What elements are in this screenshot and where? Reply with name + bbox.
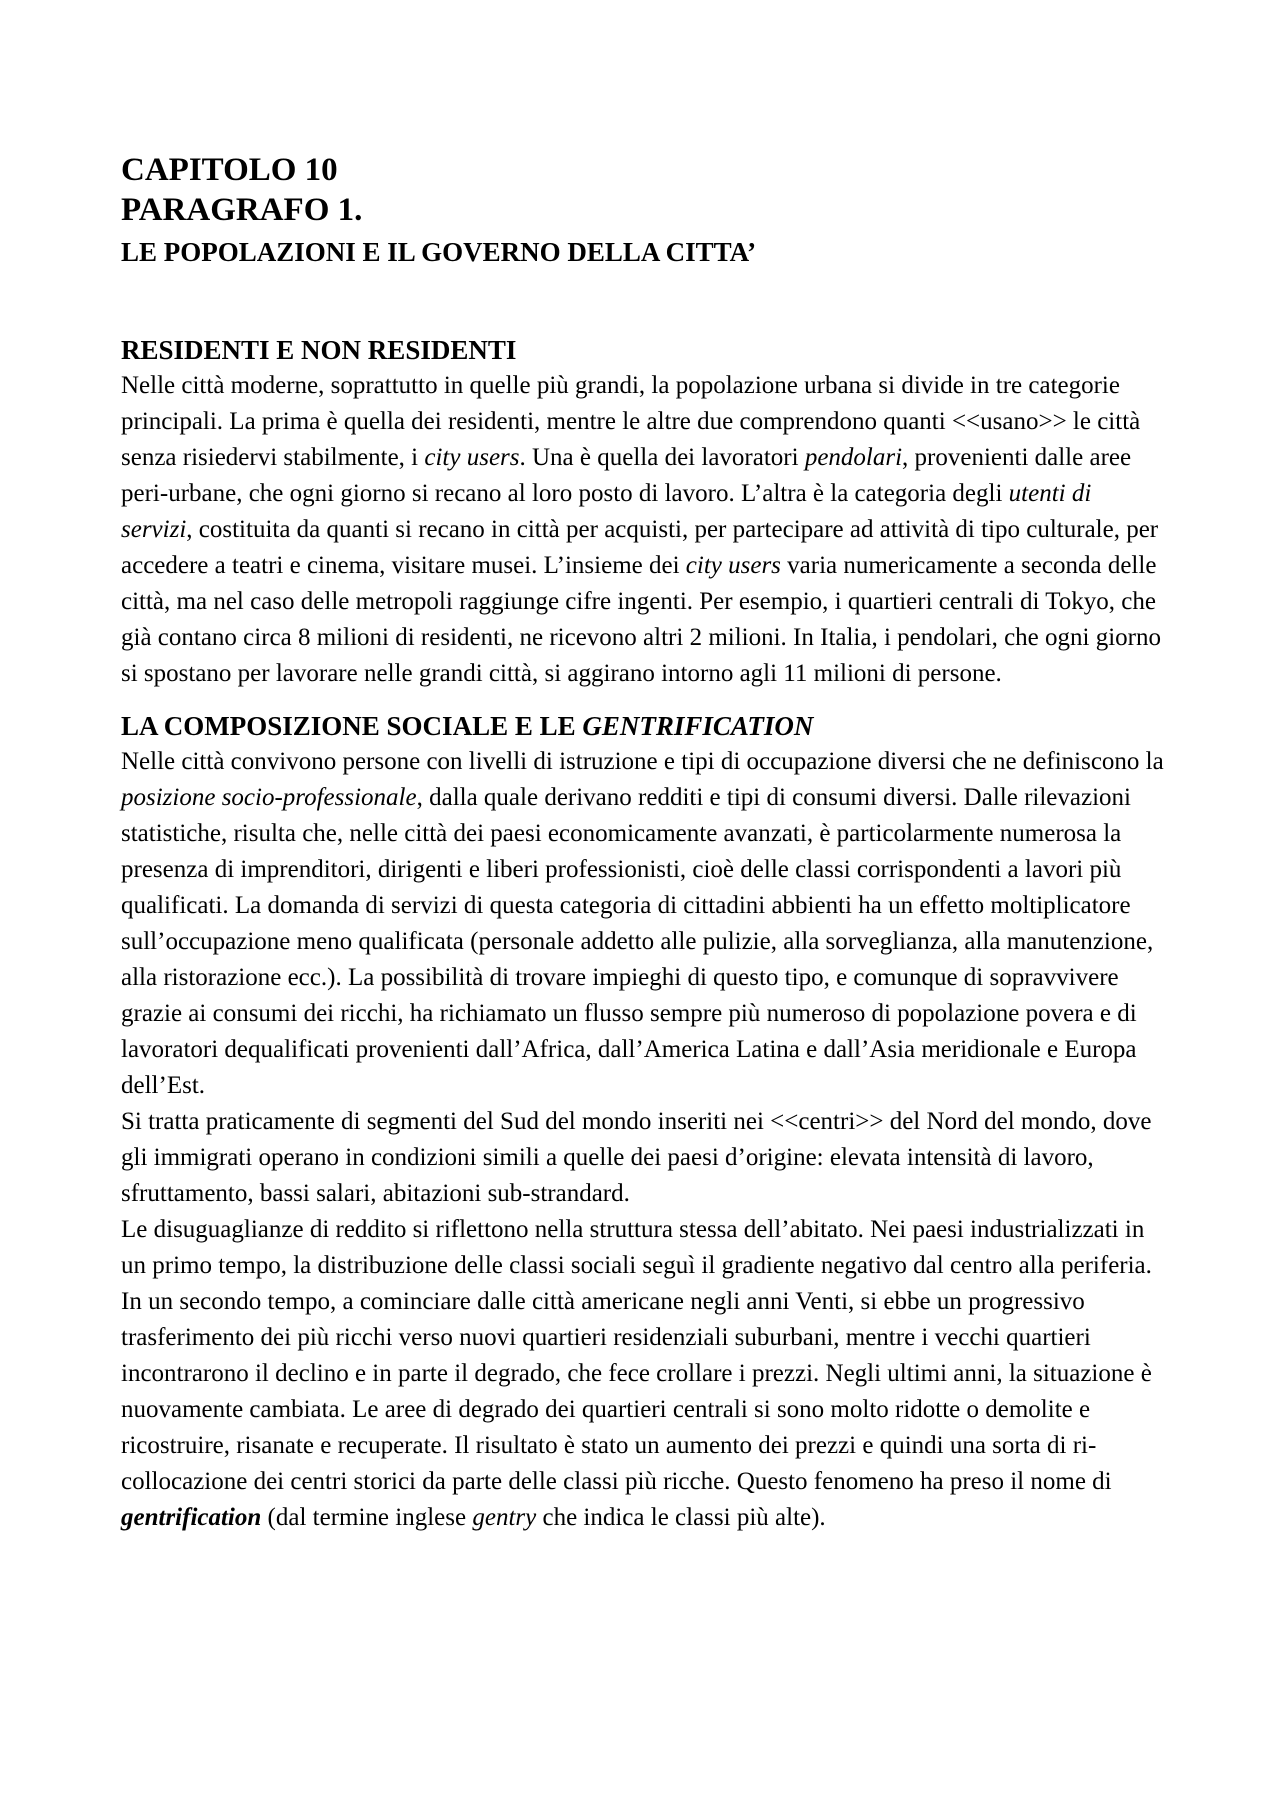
section-social-paragraph-3 (121, 1212, 1166, 1536)
italic-term: city users (424, 444, 520, 471)
document-content (121, 150, 1166, 1536)
text-run: , dalla quale derivano redditi e tipi di consumi diversi. Dalle rilevazioni statistiche, risulta che, nelle città dei paesi economicamente avanzati, è particolarmente numerosa la presenza di imprenditori, dirigenti e liberi professionisti, cioè delle classi corrispondenti a lavori più qualificati. La domanda di servizi di questa categoria di cittadini abbienti ha un effetto moltiplicatore sull’occupazione meno qualificata (personale addetto alle pulizie, alla sorveglianza, alla manutenzione, alla ristorazione ecc.). La possibilità di trovare impieghi di questo tipo, e comunque di sopravvivere grazie ai consumi dei ricchi, ha richiamato un flusso sempre più numeroso di popolazione povera e di lavoratori dequalificati provenienti dall’Africa, dall’America Latina e dall’Asia meridionale e Europa dell’Est. (121, 784, 1154, 1099)
section-social-paragraph-1 (121, 744, 1166, 1104)
text-run: che indica le classi più alte). (536, 1504, 826, 1531)
section-heading-residents: RESIDENTI E NON RESIDENTI (121, 335, 517, 365)
text-run: Nelle città moderne, soprattutto in quelle più grandi, la popolazione urbana si divide in tre categorie principali. La prima è quella dei residenti, mentre le altre due comprendono quanti <<usano>> le città senza risiedervi stabilmente, i (121, 372, 1141, 471)
italic-term: utenti di servizi (121, 480, 1092, 543)
paragraph-heading: PARAGRAFO 1. (121, 192, 363, 228)
text-run: , provenienti dalle aree peri-urbane, che ogni giorno si recano al loro posto di lavoro. L’altra è la categoria degli (121, 444, 1132, 507)
italic-term: pendolari (804, 444, 903, 471)
document-title: LE POPOLAZIONI E IL GOVERNO DELLA CITTA’ (121, 237, 757, 267)
section-heading-social-composition (121, 708, 1166, 744)
section-social-paragraph-2: Si tratta praticamente di segmenti del Sud del mondo inseriti nei <<centri>> del Nord del mondo, dove gli immigrati operano in condizioni simili a quelle dei paesi d’origine: elevata intensità di lavoro, sfruttamento, bassi salari, abitazioni sub-strandard. (121, 1108, 1152, 1207)
text-run: , costituita da quanti si recano in città per acquisti, per partecipare ad attività di tipo culturale, per accedere a teatri e cinema, visitare musei. L’insieme dei (121, 516, 1159, 579)
chapter-heading: CAPITOLO 10 (121, 152, 338, 188)
text-run: (dal termine inglese (261, 1504, 473, 1531)
italic-term: city users (685, 552, 781, 579)
heading-italic-term: GENTRIFICATION (582, 711, 814, 741)
italic-term: gentry (472, 1504, 537, 1531)
text-run: varia numericamente a seconda delle città, ma nel caso delle metropoli raggiunge cifre ingenti. Per esempio, i quartieri centrali di Tokyo, che già contano circa 8 milioni di residenti, ne ricevono altri 2 milioni. In Italia, i pendolari, che ogni giorno si spostano per lavorare nelle grandi città, si aggirano intorno agli 11 milioni di persone. (121, 552, 1161, 687)
italic-term: posizione socio-professionale (121, 784, 417, 811)
text-run: Nelle città convivono persone con livelli di istruzione e tipi di occupazione diversi che ne definiscono la (121, 748, 1164, 775)
section-residents-paragraph (121, 368, 1166, 692)
bold-italic-term: gentrification (121, 1504, 262, 1531)
heading-text: LA COMPOSIZIONE SOCIALE E LE (121, 711, 583, 741)
text-run: Le disuguaglianze di reddito si riflettono nella struttura stessa dell’abitato. Nei paesi industrializzati in un primo tempo, la distribuzione delle classi sociali seguì il gradiente negativo dal centro alla periferia. In un secondo tempo, a cominciare dalle città americane negli anni Venti, si ebbe un progressivo trasferimento dei più ricchi verso nuovi quartieri residenziali suburbani, mentre i vecchi quartieri incontrarono il declino e in parte il degrado, che fece crollare i prezzi. Negli ultimi anni, la situazione è nuovamente cambiata. Le aree di degrado dei quartieri centrali si sono molto ridotte o demolite e ricostruire, risanate e recuperate. Il risultato è stato un aumento dei prezzi e quindi una sorta di ri-collocazione dei centri storici da parte delle classi più ricche. Questo fenomeno ha preso il nome di (121, 1216, 1152, 1495)
bold-term (121, 1504, 261, 1531)
text-run: . Una è quella dei lavoratori (519, 444, 805, 471)
